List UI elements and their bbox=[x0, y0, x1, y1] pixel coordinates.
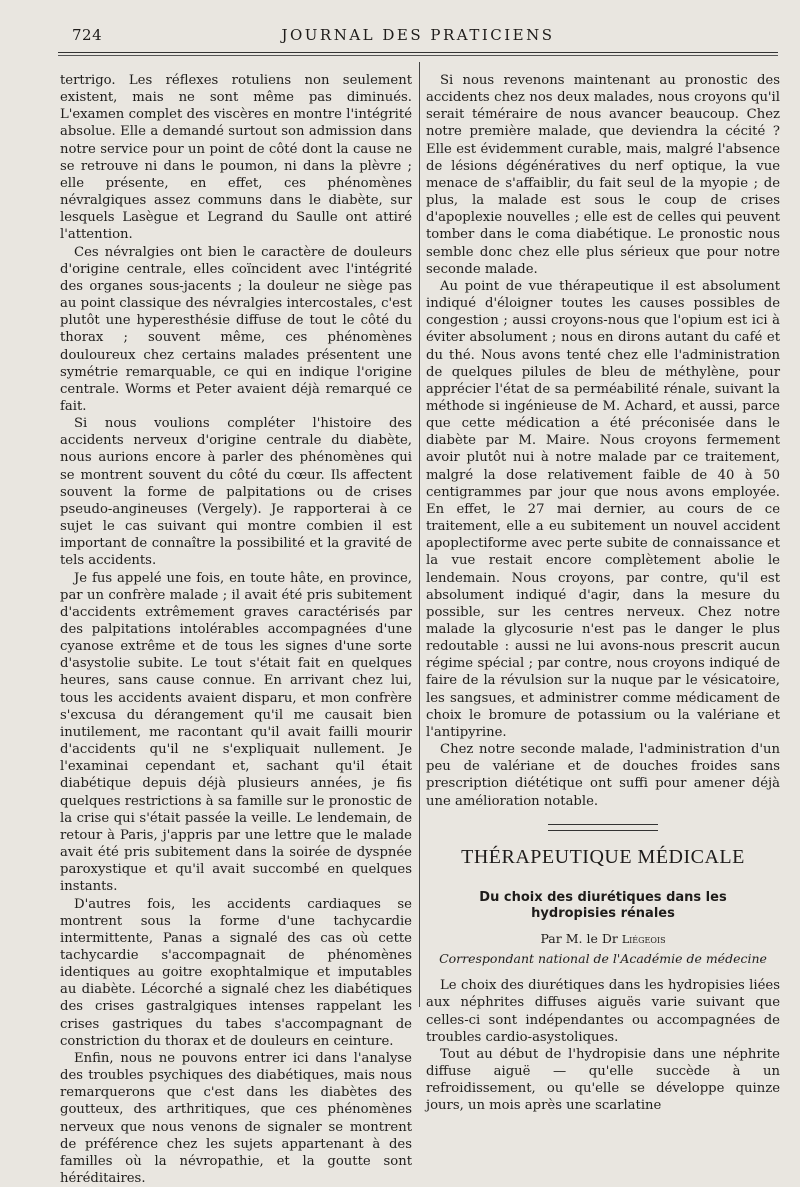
paragraph: Si nous revenons maintenant au pronostic des accidents chez nos deux malades, nous croyons qu'il serait téméraire de nous avancer beaucoup. Chez notre première malade, que deviendra la cécité ? Elle est évidemment curable, mais, malgré l'absence de lésions dégénératives du nerf optique, la vue menace de s'affaiblir, du fait seul de la myopie ; de plus, la malade est sous le coup de crises d'apoplexie nouvelles ; elle est de celles qui peuvent tomber dans le coma diabétique. Le pronostic nous semble donc chez elle plus sérieux que pour notre seconde malade. bbox=[426, 73, 780, 277]
section-heading: THÉRAPEUTIQUE MÉDICALE bbox=[461, 845, 745, 868]
column-divider bbox=[419, 62, 420, 1007]
author-affiliation: Correspondant national de l'Académie de médecine bbox=[439, 951, 767, 967]
author-line bbox=[426, 930, 780, 948]
article-title: Du choix des diurétiques dans les hydropisies rénales bbox=[479, 889, 727, 921]
paragraph: Je fus appelé une fois, en toute hâte, en province, par un confrère malade ; il avait été pris subitement d'accidents extrêmement graves caractérisés par des palpitations intolérables accompagnées d'une cyanose extrême et de tous les signes d'une sorte d'asystolie subite. Le tout s'était fait en quelques heures, sans cause connue. En arrivant chez lui, tous les accidents avaient disparu, et mon confrère s'excusa du dérangement qu'il me causait bien inutilement, me racontant qu'il avait failli mourir d'accidents qu'il ne s'expliquait nullement. Je l'examinai cependant et, sachant qu'il était diabétique depuis déjà plusieurs années, je fis quelques restrictions à sa famille sur le pronostic de la crise qui s'était passée la veille. Le lendemain, de retour à Paris, j'appris par une lettre que le malade avait été pris subitement dans la soirée de dyspnée paroxystique et qu'il avait succombé en quelques instants. bbox=[60, 570, 412, 895]
paragraph: Enfin, nous ne pouvons entrer ici dans l'analyse des troubles psychiques des diabétiques, mais nous remarquerons que c'est dans les diabètes des goutteux, des arthritiques, que ces phénomènes nerveux que nous venons de signaler se montrent de préférence chez les sujets appartenant à des familles où la névropathie, et la goutte sont héréditaires. bbox=[60, 1050, 412, 1186]
author-name: Liégeois bbox=[621, 932, 666, 946]
journal-title: JOURNAL DES PRATICIENS bbox=[281, 26, 555, 44]
section-ornament bbox=[548, 824, 658, 831]
running-header bbox=[58, 26, 778, 50]
paragraph: Chez notre seconde malade, l'administration d'un peu de valériane et de douches froides sans prescription diététique ont suffi pour amener déjà une amélioration notable. bbox=[426, 742, 780, 809]
page-number: 724 bbox=[72, 26, 103, 44]
paragraph: Tout au début de l'hydropisie dans une néphrite diffuse aiguë — qu'elle succède à un refroidissement, ou qu'elle se développe quinze jours, un mois après une scarlatine bbox=[426, 1046, 780, 1114]
author-prefix: Par M. le Dr bbox=[540, 930, 618, 946]
paragraph: D'autres fois, les accidents cardiaques se montrent sous la forme d'une tachycardie intermittente, Panas a signalé des cas où cette tachycardie s'accompagnait de phénomènes identiques au goitre exophtalmique et imputables au diabète. Lécorché a signalé chez les diabétiques des crises gastralgiques intenses rappelant les crises gastriques du tabes s'accompagnant de constriction du thorax et de douleurs en ceinture. bbox=[60, 896, 412, 1049]
right-column bbox=[426, 72, 780, 1114]
paragraph: tertrigo. Les réflexes rotuliens non seulement existent, mais ne sont même pas diminués. L'examen complet des viscères en montre l'intégrité absolue. Elle a demandé surtout son admission dans notre service pour un point de côté dont la cause ne se retrouve ni dans le poumon, ni dans la plèvre ; elle présente, en effet, ces phénomènes névralgiques assez communs dans le diabète, sur lesquels Lasègue et Legrand du Saulle ont attiré l'attention. bbox=[60, 73, 412, 243]
header-rule bbox=[58, 52, 778, 56]
paragraph: Si nous voulions compléter l'histoire des accidents nerveux d'origine centrale du diabète, nous aurions encore à parler des phénomènes qui se montrent souvent du côté du cœur. Ils affectent souvent la forme de palpitations ou de crises pseudo-angineuses (Vergely). Je rapporterai à ce sujet le cas suivant qui montre combien il est important de connaître la possibilité et la gravité de tels accidents. bbox=[60, 416, 412, 569]
paragraph: Ces névralgies ont bien le caractère de douleurs d'origine centrale, elles coïncident avec l'intégrité des organes sous-jacents ; la douleur ne siège pas au point classique des névralgies intercostales, c'est plutôt une hyperesthésie diffuse de tout le côté du thorax ; souvent même, ces phénomènes douloureux chez certains malades présentent une symétrie remarquable, ce qui en indique l'origine centrale. Worms et Peter avaient déjà remarqué ce fait. bbox=[60, 244, 412, 414]
left-column bbox=[60, 72, 412, 1187]
paragraph: Au point de vue thérapeutique il est absolument indiqué d'éloigner toutes les causes possibles de congestion ; aussi croyons-nous que l'opium est ici à éviter absolument ; nous en dirons autant du café et du thé. Nous avons tenté chez elle l'administration de quelques pilules de bleu de méthylène, pour apprécier l'état de sa perméabilité rénale, suivant la méthode si ingénieuse de M. Achard, et aussi, parce que cette médication a été préconisée dans le diabète par M. Maire. Nous croyons fermement avoir plutôt nui à notre malade par ce traitement, malgré la dose relativement faible de 40 à 50 centigrammes par jour que nous avons employée. En effet, le 27 mai dernier, au cours de ce traitement, elle a eu subitement un nouvel accident apoplectiforme avec perte subite de connaissance et la vue restait encore complètement abolie le lendemain. Nous croyons, par contre, qu'il est absolument indiqué d'agir, dans la mesure du possible, sur les centres nerveux. Chez notre malade la glycosurie n'est pas le danger le plus redoutable : aussi ne lui avons-nous prescrit aucun régime spécial ; par contre, nous croyons indiqué de faire de la révulsion sur la nuque par le vésicatoire, les sangsues, et administrer comme médicament de choix le bromure de potassium ou la valériane et l'antipyrine. bbox=[426, 278, 780, 740]
paragraph: Le choix des diurétiques dans les hydropisies liées aux néphrites diffuses aiguës varie suivant que celles-ci sont indépendantes ou accompagnées de troubles cardio-asystoliques. bbox=[426, 978, 780, 1045]
